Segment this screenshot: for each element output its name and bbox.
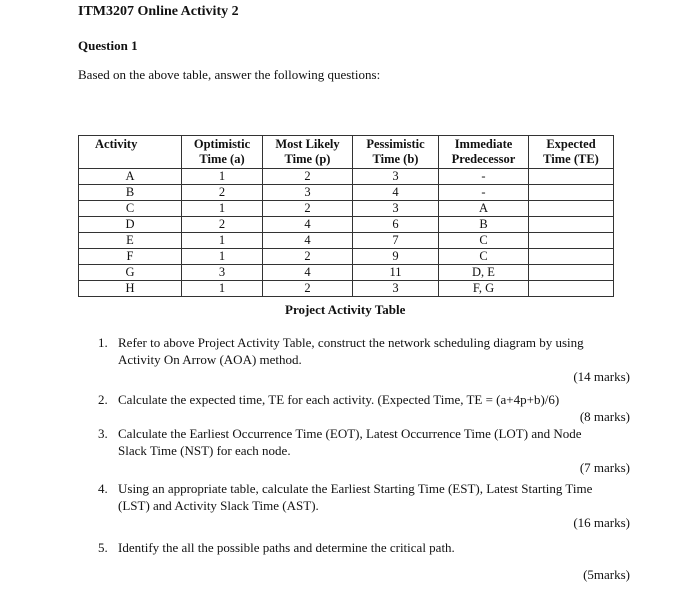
table-cell: 2 xyxy=(263,249,353,265)
question-text-line: Calculate the expected time, TE for each activity. (Expected Time, TE = (a+4p+b)/6) xyxy=(118,392,560,407)
question-text-line: Identify the all the possible paths and determine the critical path. xyxy=(118,540,455,555)
header-pessimistic-time xyxy=(353,136,439,169)
question-number: 5. xyxy=(98,540,108,555)
question-marks: (7 marks) xyxy=(579,460,630,475)
table-row xyxy=(79,185,614,201)
question-text-line: Using an appropriate table, calculate the Earliest Starting Time (EST), Latest Starting Time xyxy=(118,481,593,496)
table-cell: 4 xyxy=(263,265,353,281)
header-line1: Pessimistic xyxy=(366,137,425,151)
table-cell: - xyxy=(439,169,529,185)
table-cell: 1 xyxy=(182,201,263,217)
table-row xyxy=(79,233,614,249)
table-cell: A xyxy=(439,201,529,217)
table-cell: D, E xyxy=(439,265,529,281)
question-text-line: (LST) and Activity Slack Time (AST). xyxy=(118,498,319,513)
question-number: 4. xyxy=(98,481,108,496)
header-immediate-predecessor xyxy=(439,136,529,169)
table-cell xyxy=(529,169,614,185)
table-cell xyxy=(529,233,614,249)
header-line2: Time (b) xyxy=(372,152,419,166)
table-cell: 11 xyxy=(353,265,439,281)
table-cell: F xyxy=(79,249,182,265)
table-cell: 2 xyxy=(263,201,353,217)
table-row xyxy=(79,169,614,185)
table-cell: 7 xyxy=(353,233,439,249)
document-title: ITM3207 Online Activity 2 xyxy=(78,4,239,19)
table-cell: 2 xyxy=(182,185,263,201)
table-cell: 2 xyxy=(182,217,263,233)
table-cell: 4 xyxy=(263,233,353,249)
question-text-line: Calculate the Earliest Occurrence Time (EOT), Latest Occurrence Time (LOT) and Node xyxy=(118,426,582,441)
header-line1: Immediate xyxy=(454,137,513,151)
header-line1: Most Likely xyxy=(275,137,340,151)
table-cell xyxy=(529,249,614,265)
question-item xyxy=(98,425,630,476)
header-line1: Optimistic xyxy=(193,137,251,151)
header-optimistic-time xyxy=(182,136,263,169)
table-cell: 1 xyxy=(182,233,263,249)
table-cell: - xyxy=(439,185,529,201)
question-number: 2. xyxy=(98,392,108,407)
question-item xyxy=(98,480,630,531)
question-marks: (8 marks) xyxy=(579,409,630,424)
table-cell: 2 xyxy=(263,169,353,185)
table-cell xyxy=(529,201,614,217)
header-line2: Time (p) xyxy=(284,152,331,166)
header-activity xyxy=(79,136,182,169)
table-cell: 1 xyxy=(182,249,263,265)
header-line1: Expected xyxy=(546,137,596,151)
table-cell: 3 xyxy=(353,281,439,297)
table-cell: 3 xyxy=(263,185,353,201)
question-number: 3. xyxy=(98,426,108,441)
header-activity-line1: Activity xyxy=(95,137,138,151)
table-cell: 3 xyxy=(182,265,263,281)
header-line2: Time (TE) xyxy=(543,152,599,166)
question-number: 1. xyxy=(98,335,108,350)
table-cell: 4 xyxy=(263,217,353,233)
table-cell: 9 xyxy=(353,249,439,265)
table-cell: E xyxy=(79,233,182,249)
question-list xyxy=(98,334,630,583)
table-cell: G xyxy=(79,265,182,281)
table-cell: 1 xyxy=(182,169,263,185)
table-cell: 3 xyxy=(353,201,439,217)
table-cell: C xyxy=(79,201,182,217)
table-cell: B xyxy=(79,185,182,201)
question-heading: Question 1 xyxy=(78,38,138,53)
table-cell: 6 xyxy=(353,217,439,233)
question-marks: (16 marks) xyxy=(573,515,630,530)
table-cell xyxy=(529,281,614,297)
question-text-line: Activity On Arrow (AOA) method. xyxy=(118,352,302,367)
question-marks: (14 marks) xyxy=(573,369,630,384)
table-row xyxy=(79,249,614,265)
table-cell xyxy=(529,217,614,233)
table-cell: C xyxy=(439,249,529,265)
table-row xyxy=(79,281,614,297)
table-cell: 2 xyxy=(263,281,353,297)
table-cell: B xyxy=(439,217,529,233)
header-line2: Time (a) xyxy=(199,152,245,166)
table-row xyxy=(79,265,614,281)
header-expected-time xyxy=(529,136,614,169)
table-header-row xyxy=(79,136,614,169)
table-cell: 4 xyxy=(353,185,439,201)
header-most-likely-time xyxy=(263,136,353,169)
table-row xyxy=(79,217,614,233)
question-text-line: Refer to above Project Activity Table, construct the network scheduling diagram by using xyxy=(118,335,584,350)
table-cell: 1 xyxy=(182,281,263,297)
question-item xyxy=(98,391,630,425)
table-cell: D xyxy=(79,217,182,233)
project-activity-table xyxy=(78,135,614,297)
question-item xyxy=(98,539,630,583)
question-item xyxy=(98,334,630,385)
header-line2: Predecessor xyxy=(451,152,516,166)
table-cell: F, G xyxy=(439,281,529,297)
table-cell xyxy=(529,185,614,201)
table-cell: C xyxy=(439,233,529,249)
intro-text: Based on the above table, answer the following questions: xyxy=(78,67,381,82)
table-cell: H xyxy=(79,281,182,297)
question-marks: (5marks) xyxy=(583,567,630,582)
table-caption: Project Activity Table xyxy=(285,302,406,317)
table-row xyxy=(79,201,614,217)
table-cell: 3 xyxy=(353,169,439,185)
table-cell xyxy=(529,265,614,281)
table-cell: A xyxy=(79,169,182,185)
question-text-line: Slack Time (NST) for each node. xyxy=(118,443,291,458)
